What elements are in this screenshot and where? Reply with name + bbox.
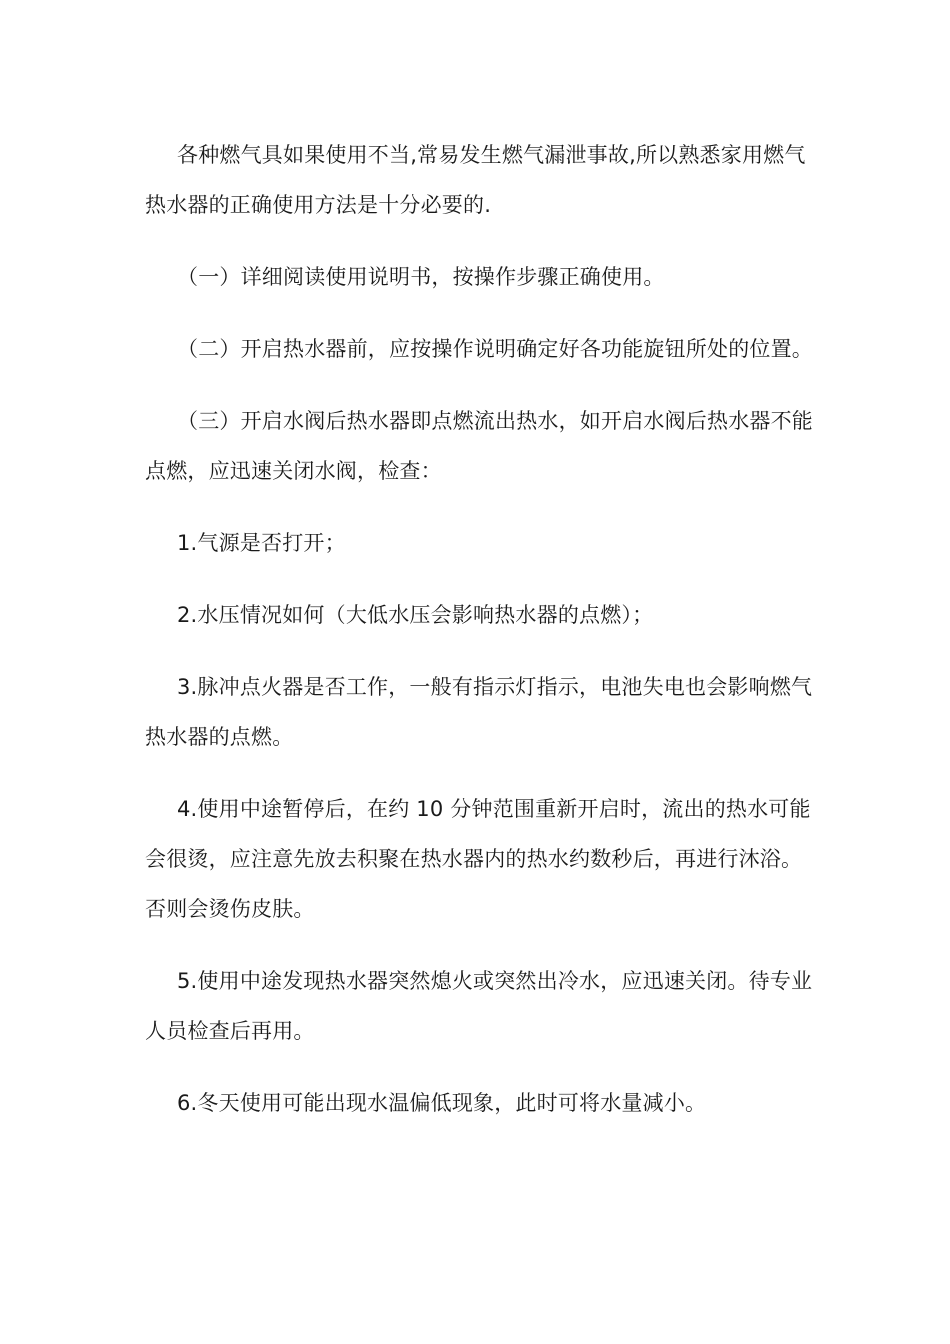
step-three-paragraph: （三）开启水阀后热水器即点燃流出热水，如开启水阀后热水器不能点燃，应迅速关闭水阀，检查： (145, 409, 813, 483)
check-item-6: 6.冬天使用可能出现水温偏低现象，此时可将水量减小。 (177, 1091, 707, 1115)
intro-paragraph: 各种燃气具如果使用不当,常易发生燃气漏泄事故,所以熟悉家用燃气热水器的正确使用方法是十分必要的. (145, 143, 806, 217)
check-item-3: 3.脉冲点火器是否工作，一般有指示灯指示，电池失电也会影响燃气热水器的点燃。 (145, 675, 813, 749)
check-item-1: 1.气源是否打开； (177, 531, 346, 555)
document-body (145, 130, 815, 1150)
step-two-paragraph: （二）开启热水器前，应按操作说明确定好各功能旋钮所处的位置。 (177, 337, 813, 361)
step-one-paragraph: （一）详细阅读使用说明书，按操作步骤正确使用。 (177, 265, 665, 289)
check-item-5: 5.使用中途发现热水器突然熄火或突然出冷水，应迅速关闭。待专业人员检查后再用。 (145, 969, 813, 1043)
check-item-2: 2.水压情况如何（大低水压会影响热水器的点燃）； (177, 603, 654, 627)
check-item-4: 4.使用中途暂停后，在约 10 分钟范围重新开启时，流出的热水可能会很烫，应注意先放去积聚在热水器内的热水约数秒后，再进行沐浴。否则会烫伤皮肤。 (145, 797, 811, 921)
